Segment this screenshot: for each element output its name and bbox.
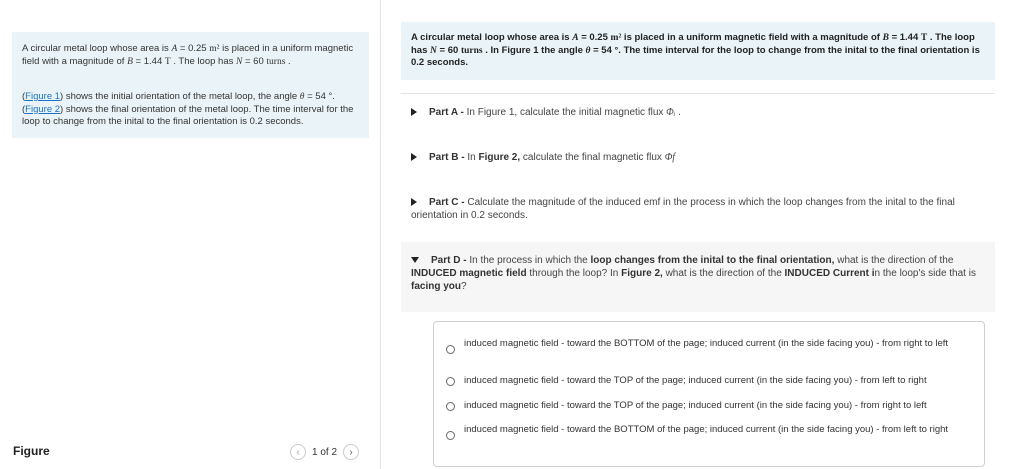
intro-text: A circular metal loop whose area is bbox=[22, 43, 172, 54]
figure-panel bbox=[0, 0, 380, 469]
next-figure-button[interactable] bbox=[343, 444, 359, 460]
intro-paragraph-2: (Figure 1) shows the initial orientation of the metal loop, the angle θ = 54 °. (Figure 2) shows the final orientation of the metal loop. The time interval for the loop to change from the inital to the final orientation is 0.2 seconds. bbox=[22, 91, 354, 127]
part-d-text: facing you bbox=[411, 281, 462, 292]
area-unit: m² bbox=[610, 33, 622, 43]
field-unit: T bbox=[920, 33, 928, 43]
part-a-header[interactable] bbox=[411, 106, 681, 119]
intro-text: . bbox=[285, 55, 291, 67]
problem-intro-box bbox=[12, 32, 369, 138]
part-d-text: what is the direction of the bbox=[834, 255, 954, 266]
part-c-label: Part C - bbox=[429, 197, 465, 208]
answer-options bbox=[433, 321, 985, 467]
part-a-text: . bbox=[675, 107, 681, 118]
part-d-text: n the loop's side that is bbox=[874, 268, 976, 279]
part-b-figure-ref: Figure 2, bbox=[478, 152, 521, 163]
part-d-text: loop changes from the inital to the final orientation, bbox=[590, 255, 835, 266]
part-d-header[interactable] bbox=[411, 254, 981, 293]
part-d-text: INDUCED magnetic field bbox=[411, 268, 527, 279]
figure-heading: Figure bbox=[13, 444, 50, 458]
field-unit: T bbox=[164, 56, 171, 67]
area-unit: m² bbox=[209, 44, 220, 54]
theta-symbol: θ bbox=[585, 45, 591, 56]
answer-option-text: induced magnetic field - toward the BOTTOM of the page; induced current (in the side facing you) - from left to right bbox=[464, 424, 949, 435]
figure-2-link[interactable]: Figure 2 bbox=[25, 103, 61, 115]
intro-paragraph-1 bbox=[22, 43, 357, 68]
intro-text: . The loop has bbox=[170, 55, 236, 67]
part-d-box bbox=[401, 242, 995, 312]
problem-text: . In Figure 1 the angle bbox=[482, 44, 586, 56]
problem-text: A circular metal loop whose area is bbox=[411, 32, 573, 43]
answer-option-3[interactable] bbox=[446, 400, 969, 412]
part-c-text: Calculate the magnitude of the induced emf in the process in which the loop changes from the inital to the final orientation in 0.2 seconds. bbox=[411, 197, 955, 221]
part-a-label: Part A - bbox=[429, 107, 464, 118]
radio-button[interactable] bbox=[446, 402, 455, 411]
answer-option-text: induced magnetic field - toward the BOTTOM of the page; induced current (in the side facing you) - from right to left bbox=[464, 338, 949, 349]
initial-flux-symbol: Φᵢ bbox=[666, 107, 676, 118]
problem-text: = 0.25 bbox=[578, 32, 611, 43]
problem-text: = 1.44 bbox=[888, 32, 921, 43]
question-panel bbox=[381, 0, 1024, 469]
chevron-right-icon: › bbox=[349, 446, 353, 458]
figure-pager bbox=[290, 444, 359, 460]
intro-text: = 60 bbox=[242, 55, 267, 67]
area-symbol: A bbox=[572, 33, 579, 43]
expand-arrow-icon bbox=[411, 153, 417, 161]
answer-option-text: induced magnetic field - toward the TOP of the page; induced current (in the side facing you) - from right to left bbox=[464, 400, 927, 411]
problem-text: . The loop has bbox=[411, 32, 975, 56]
collapse-arrow-icon bbox=[411, 257, 419, 263]
expand-arrow-icon bbox=[411, 198, 417, 206]
expand-arrow-icon bbox=[411, 108, 417, 116]
part-d-text: through the loop? In bbox=[526, 268, 622, 279]
intro-text: shows the final orientation of the metal loop. The time interval for the loop to change from the inital to the final orientation is 0.2 seconds. bbox=[22, 103, 354, 127]
field-symbol: B bbox=[127, 56, 133, 67]
part-c-header[interactable] bbox=[411, 196, 981, 222]
turns-symbol: N bbox=[430, 45, 437, 56]
part-b-header[interactable] bbox=[411, 151, 675, 164]
part-d-text: INDUCED Current i bbox=[784, 268, 875, 279]
answer-option-text: induced magnetic field - toward the TOP of the page; induced current (in the side facing you) - from left to right bbox=[464, 375, 927, 386]
field-symbol: B bbox=[882, 33, 889, 43]
intro-text: = 54 °. bbox=[304, 91, 335, 102]
page-indicator: 1 of 2 bbox=[312, 446, 338, 458]
final-flux-symbol: Φf bbox=[664, 152, 676, 163]
radio-button[interactable] bbox=[446, 345, 455, 354]
answer-option-2[interactable] bbox=[446, 375, 969, 387]
figure-1-link[interactable]: Figure 1 bbox=[25, 91, 61, 102]
intro-text: shows the initial orientation of the metal loop, the angle bbox=[63, 91, 300, 102]
area-symbol: A bbox=[171, 44, 178, 54]
part-d-label: Part D - bbox=[431, 255, 467, 266]
part-b-text: In bbox=[464, 152, 479, 163]
answer-option-4[interactable] bbox=[446, 424, 969, 440]
radio-button[interactable] bbox=[446, 377, 455, 386]
problem-text: is placed in a uniform magnetic field with a magnitude of bbox=[621, 32, 883, 43]
intro-text: = 1.44 bbox=[132, 55, 165, 67]
part-d-text: what is the direction of the bbox=[662, 268, 785, 279]
radio-button[interactable] bbox=[446, 431, 455, 440]
problem-text: = 60 bbox=[436, 44, 461, 56]
part-a-text: In Figure 1, calculate the initial magnetic flux bbox=[463, 107, 667, 118]
part-d-text: In the process in which the bbox=[466, 255, 591, 266]
intro-text: is placed in a uniform magnetic field with a magnitude of bbox=[22, 43, 354, 67]
part-d-text: Figure 2, bbox=[621, 268, 663, 279]
part-b-text: calculate the final magnetic flux bbox=[520, 152, 665, 163]
chevron-left-icon: ‹ bbox=[296, 446, 300, 458]
turns-unit: turns bbox=[266, 56, 286, 67]
section-divider bbox=[401, 93, 995, 94]
answer-option-1[interactable] bbox=[446, 338, 969, 354]
theta-symbol: θ bbox=[299, 92, 305, 102]
part-b-label: Part B - bbox=[429, 152, 465, 163]
problem-text: = 54 °. The time interval for the loop to change from the inital to the final orientation is 0.2 seconds. bbox=[411, 44, 980, 68]
turns-symbol: N bbox=[236, 56, 243, 67]
turns-unit: turns bbox=[460, 45, 483, 56]
intro-text: = 0.25 bbox=[177, 43, 210, 54]
problem-statement bbox=[401, 22, 995, 80]
prev-figure-button[interactable] bbox=[290, 444, 306, 460]
part-d-text: ? bbox=[461, 281, 467, 292]
